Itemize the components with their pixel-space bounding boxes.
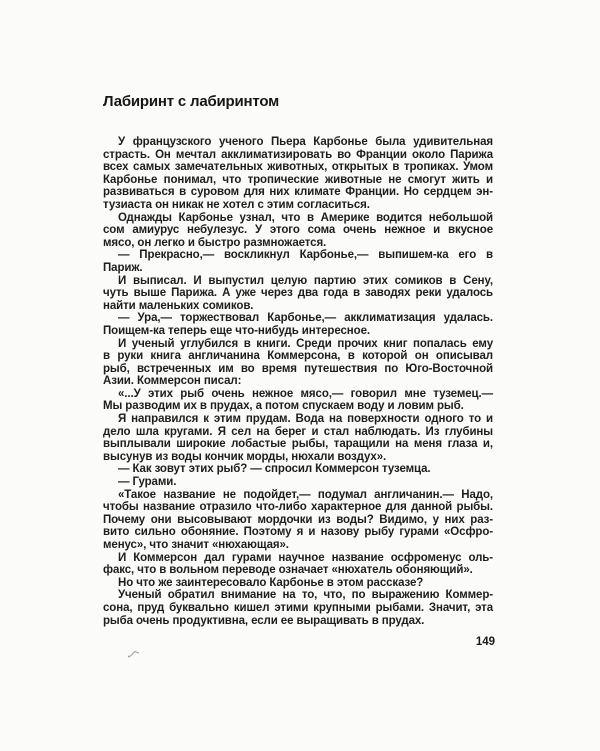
paragraph-line: — Как зовут этих рыб? — спросил Коммерсон туземца. [118,463,431,476]
paragraph-line: вито сильно обоняние. Поэтому я и назову рыбу гурами «Осфро- [103,526,493,539]
paragraph [103,249,493,274]
chapter-title: Лабиринт с лабиринтом [103,93,280,110]
paragraph-line: Карбонье понимал, что тропические животные не смогут жить и [103,173,493,186]
paragraph-line: Я направился к этим прудам. Вода на поверхности одного то и [118,413,493,426]
paragraph-line: — Гурами. [118,476,177,489]
paragraph [103,463,493,476]
paragraph [103,136,493,212]
paragraph-line: Но что же заинтересовало Карбонье в этом рассказе? [118,576,424,589]
paragraph-line: дело шла кругами. Я сел на берег и стал наблюдать. Из глубины [103,425,493,438]
paragraph [103,589,493,627]
paragraph-line: найти маленьких сомиков. [103,299,254,312]
paragraph-line: в руки книга англичанина Коммерсона, в которой он описывал [103,350,493,363]
body-text [103,136,493,627]
paragraph [103,338,493,388]
paragraph [103,312,493,337]
paragraph [103,413,493,463]
paragraph-line: высунув из воды кончик морды, нюхали воздух». [103,450,387,463]
paragraph-line: всех самых замечательных животных, открытых в тропиках. Умом [103,161,493,174]
paragraph [103,577,493,590]
paragraph-line: — Прекрасно,— воскликнул Карбонье,— выпишем-ка его в [118,249,493,262]
paragraph-line: И Коммерсон дал гурами научное название осфроменус оль- [118,551,493,564]
paragraph-line: тузиаста он никак не хотел с этим согласиться. [103,198,370,211]
paragraph-line: Азии. Коммерсон писал: [103,375,242,388]
paragraph-line: факс, что в вольном переводе означает «нюхатель обоняющий». [103,564,473,577]
paragraph-line: Ученый обратил внимание на то, что, по выражению Коммер- [118,589,493,602]
paragraph-line: сом амиурус небулезус. У этого сома очень нежное и вкусное [103,224,493,237]
paragraph [103,275,493,313]
paragraph-line: сона, пруд буквально кишел этими крупными рыбами. Значит, эта [103,601,493,614]
paragraph-line: мясо, он легко и быстро размножается. [103,236,327,249]
paragraph-line: развиваться в суровом для них климате Франции. Но сердцем эн- [103,186,493,199]
paragraph-line: страсть. Он мечтал акклиматизировать во Франции около Парижа [103,148,493,161]
paragraph [103,212,493,250]
paragraph-line: рыба очень продуктивна, если ее выращивать в прудах. [103,614,425,627]
paragraph-line: выплывали широкие лобастые рыбы, таращили на меня глаза и, [103,438,493,451]
paragraph-line: Париж. [103,261,143,274]
paragraph-line: менус», что значит «нюхающая». [103,539,289,551]
paragraph-line: И ученый углубился в книги. Среди прочих книг попалась ему [118,337,493,350]
paragraph-line: Поищем-ка теперь еще что-нибудь интересное. [103,324,370,337]
paragraph-line: «Такое название не подойдет,— подумал англичанин.— Надо, [118,488,493,501]
paragraph-line: — Ура,— торжествовал Карбонье,— акклиматизация удалась. [118,312,493,325]
paragraph-line: чтобы название отразило что-либо характерное для данной рыбы. [103,501,493,514]
paragraph-line: Однажды Карбонье узнал, что в Америке водится небольшой [118,211,493,224]
paragraph-line: Мы разводим их в прудах, а потом спускаем воду и ловим рыб. [103,400,464,413]
paragraph-line: «...У этих рыб очень нежное мясо,— говорил мне туземец.— [118,387,493,400]
paragraph-line: Почему они высовывают мордочки из воды? Видимо, у них раз- [103,513,493,526]
paragraph-line: И выписал. И выпустил целую партию этих сомиков в Сену, [118,274,493,287]
paragraph [103,552,493,577]
paragraph [103,476,493,489]
paragraph-line: У французского ученого Пьера Карбонье была удивительная [118,136,493,148]
paragraph-line: чуть выше Парижа. А уже через два года в заводях реки удалось [103,287,493,300]
pencil-mark-icon [126,646,142,660]
page-number: 149 [475,636,495,648]
paragraph [103,489,493,552]
paragraph [103,388,493,413]
paragraph-line: рыб, встреченных им во время путешествия по Юго-Восточной [103,362,493,375]
